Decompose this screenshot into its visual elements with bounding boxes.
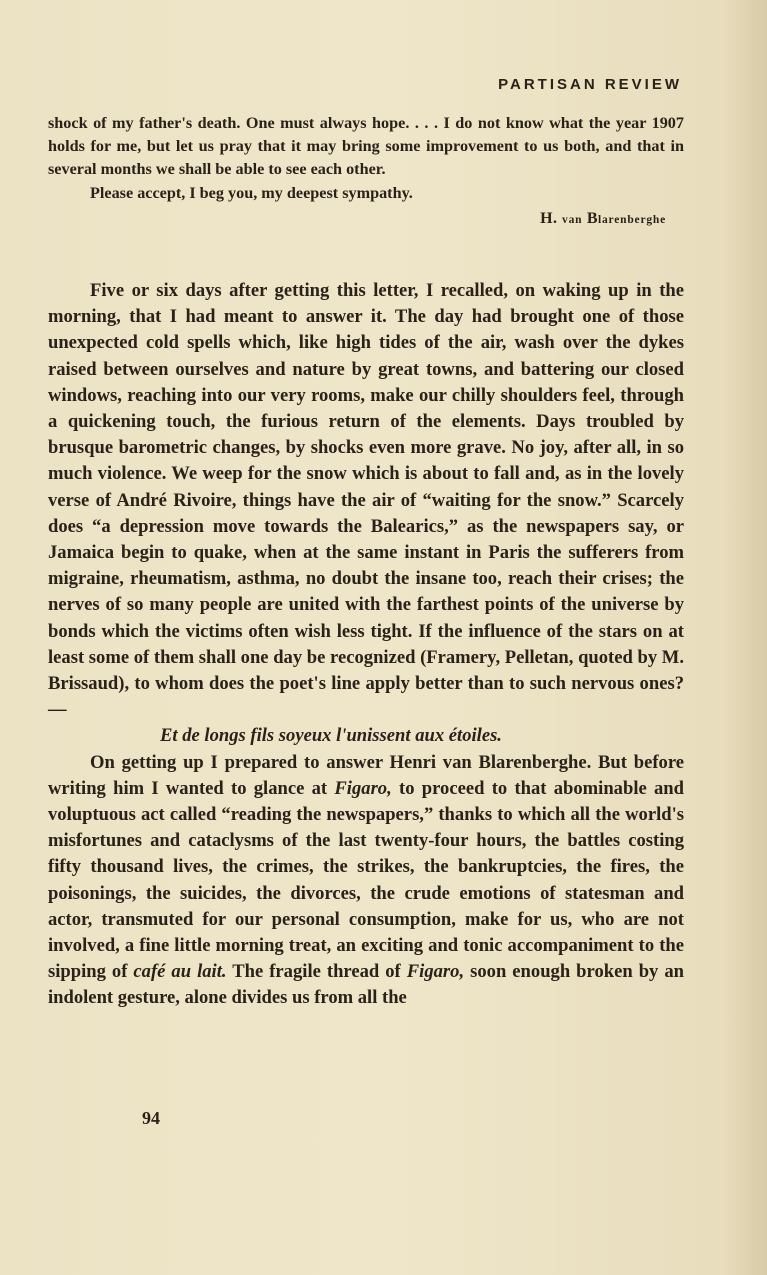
text-run: On getting up I prepared to answer Henri van Blarenberghe. But before writing him I wanted to glance at [48, 751, 684, 799]
letter-signature [48, 207, 684, 232]
letter-closing: Please accept, I beg you, my deepest sympathy. [90, 183, 413, 202]
letter-paragraph: shock of my father's death. One must always hope. . . . I do not know what the year 1907 holds for me, but let us pray that it may bring some improvement to us both, and that in several months we shall be able to see each other. [48, 114, 684, 179]
italic-figaro: Figaro, [406, 961, 465, 983]
text-run: soon enough broken by an indolent gesture, alone divides us from all the [48, 961, 684, 1009]
body-paragraph: Five or six days after getting this letter, I recalled, on waking up in the morning, that I had meant to answer it. The day had brought one of those unexpected cold spells which, like high tides of the air, wash over the dykes raised between ourselves and nature by great towns, and battering our closed windows, reaching into our very rooms, make our chilly shoulders feel, through a quickening touch, the furious return of the elements. Days troubled by brusque barometric changes, by shocks even more grave. No joy, after all, in so much violence. We weep for the snow which is about to fall and, as in the lovely verse of André Rivoire, things have the air of “waiting for the snow.” Scarcely does “a depression move towards the Balearics,” as the newspapers say, or Jamaica begin to quake, when at the same instant in Paris the sufferers from migraine, rheumatism, asthma, no doubt the insane too, reach their crises; the nerves of so many people are united with the farthest points of the universe by bonds which the victims often wish less tight. If the influence of the stars on at least some of them shall one day be recognized (Framery, Pelletan, quoted by M. Brissaud), to whom does the poet's line apply better than to such nervous ones?— [48, 280, 684, 721]
letter-excerpt [48, 112, 684, 232]
text-run: The fragile thread of [226, 961, 407, 983]
signature-b: B [586, 209, 598, 227]
running-header: PARTISAN REVIEW [498, 76, 682, 93]
signature-initial: H. [540, 209, 558, 227]
italic-cafe-au-lait: café au lait. [133, 961, 227, 983]
verse-quotation: Et de longs fils soyeux l'unissent aux étoiles. [160, 725, 502, 747]
main-text [48, 278, 684, 1012]
italic-figaro: Figaro, [334, 777, 392, 799]
page-number: 94 [142, 1108, 160, 1128]
signature-van: van [562, 213, 583, 226]
signature-surname: larenberghe [598, 213, 666, 226]
text-run: to proceed to that abominable and voluptuous act called “reading the newspapers,” thanks to which all the world's misfortunes and cataclysms of the last twenty-four hours, the battles costing fifty thousand lives, the crimes, the strikes, the bankruptcies, the fires, the poisonings, the suicides, the divorces, the crude emotions of statesman and actor, transmuted for our personal consumption, make for us, who are not involved, a fine little morning treat, an exciting and tonic accompaniment to the sipping of [48, 777, 684, 983]
body-paragraph-2 [48, 750, 684, 1012]
